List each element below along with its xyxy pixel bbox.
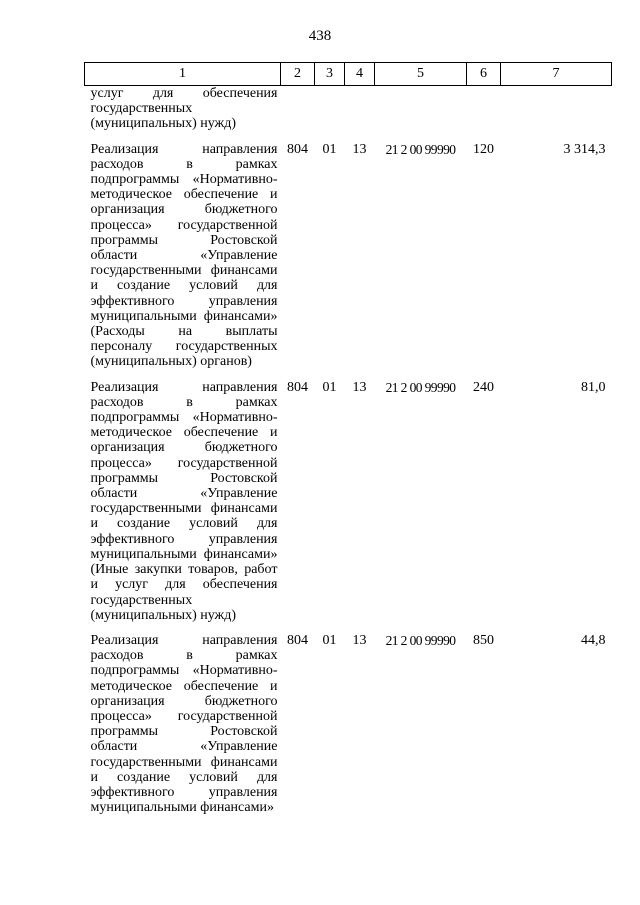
row-amount: 44,8 [581, 632, 606, 648]
page-number: 438 [308, 28, 332, 44]
row-ministry-code: 804 [287, 141, 308, 157]
row-expense-type: 120 [473, 141, 494, 157]
table-row [85, 142, 612, 380]
column-header: 6 [467, 63, 501, 86]
row-amount: 3 314,3 [563, 141, 606, 157]
table-row [85, 380, 612, 633]
row-subsection-code: 13 [352, 379, 367, 395]
row-description: Реализация направления расходов в рамках подпрограммы «Нормативно-методическое обеспечение и организация бюджетного процесса» государственной программы Ростовской области «Управление государственными финансами и создание условий для эффективного управления муниципальными финансами» [90, 632, 278, 816]
row-ministry-code: 804 [287, 632, 308, 648]
table-header-row [85, 63, 612, 86]
row-section-code: 01 [322, 379, 337, 395]
row-target-article: 21 2 00 99990 [385, 632, 456, 648]
row-expense-type: 850 [473, 632, 494, 648]
column-header: 5 [375, 63, 467, 86]
row-description: услуг для обеспечения государственных (муниципальных) нужд) [90, 86, 278, 132]
row-subsection-code: 13 [352, 632, 367, 648]
row-amount: 81,0 [581, 379, 606, 395]
column-header: 3 [315, 63, 345, 86]
row-target-article: 21 2 00 99990 [385, 141, 456, 157]
row-description: Реализация направления расходов в рамках подпрограммы «Нормативно-методическое обеспечение и организация бюджетного процесса» государственной программы Ростовской области «Управление государственными финансами и создание условий для эффективного управления муниципальными финансами» (Иные закупки товаров, работ и услуг для обеспечения государственных (муниципальных) нужд) [90, 379, 278, 623]
row-ministry-code: 804 [287, 379, 308, 395]
row-section-code: 01 [322, 632, 337, 648]
column-header: 1 [85, 63, 281, 86]
row-subsection-code: 13 [352, 141, 367, 157]
column-header: 2 [281, 63, 315, 86]
table-row [85, 633, 612, 825]
row-description: Реализация направления расходов в рамках подпрограммы «Нормативно-методическое обеспечение и организация бюджетного процесса» государственной программы Ростовской области «Управление государственными финансами и создание условий для эффективного управления муниципальными финансами» (Расходы на выплаты персоналу государственных (муниципальных) органов) [90, 141, 278, 370]
table-row-continuation [85, 86, 612, 142]
budget-table [84, 62, 612, 825]
row-target-article: 21 2 00 99990 [385, 379, 456, 395]
column-header: 7 [501, 63, 612, 86]
row-expense-type: 240 [473, 379, 494, 395]
column-header: 4 [345, 63, 375, 86]
row-section-code: 01 [322, 141, 337, 157]
